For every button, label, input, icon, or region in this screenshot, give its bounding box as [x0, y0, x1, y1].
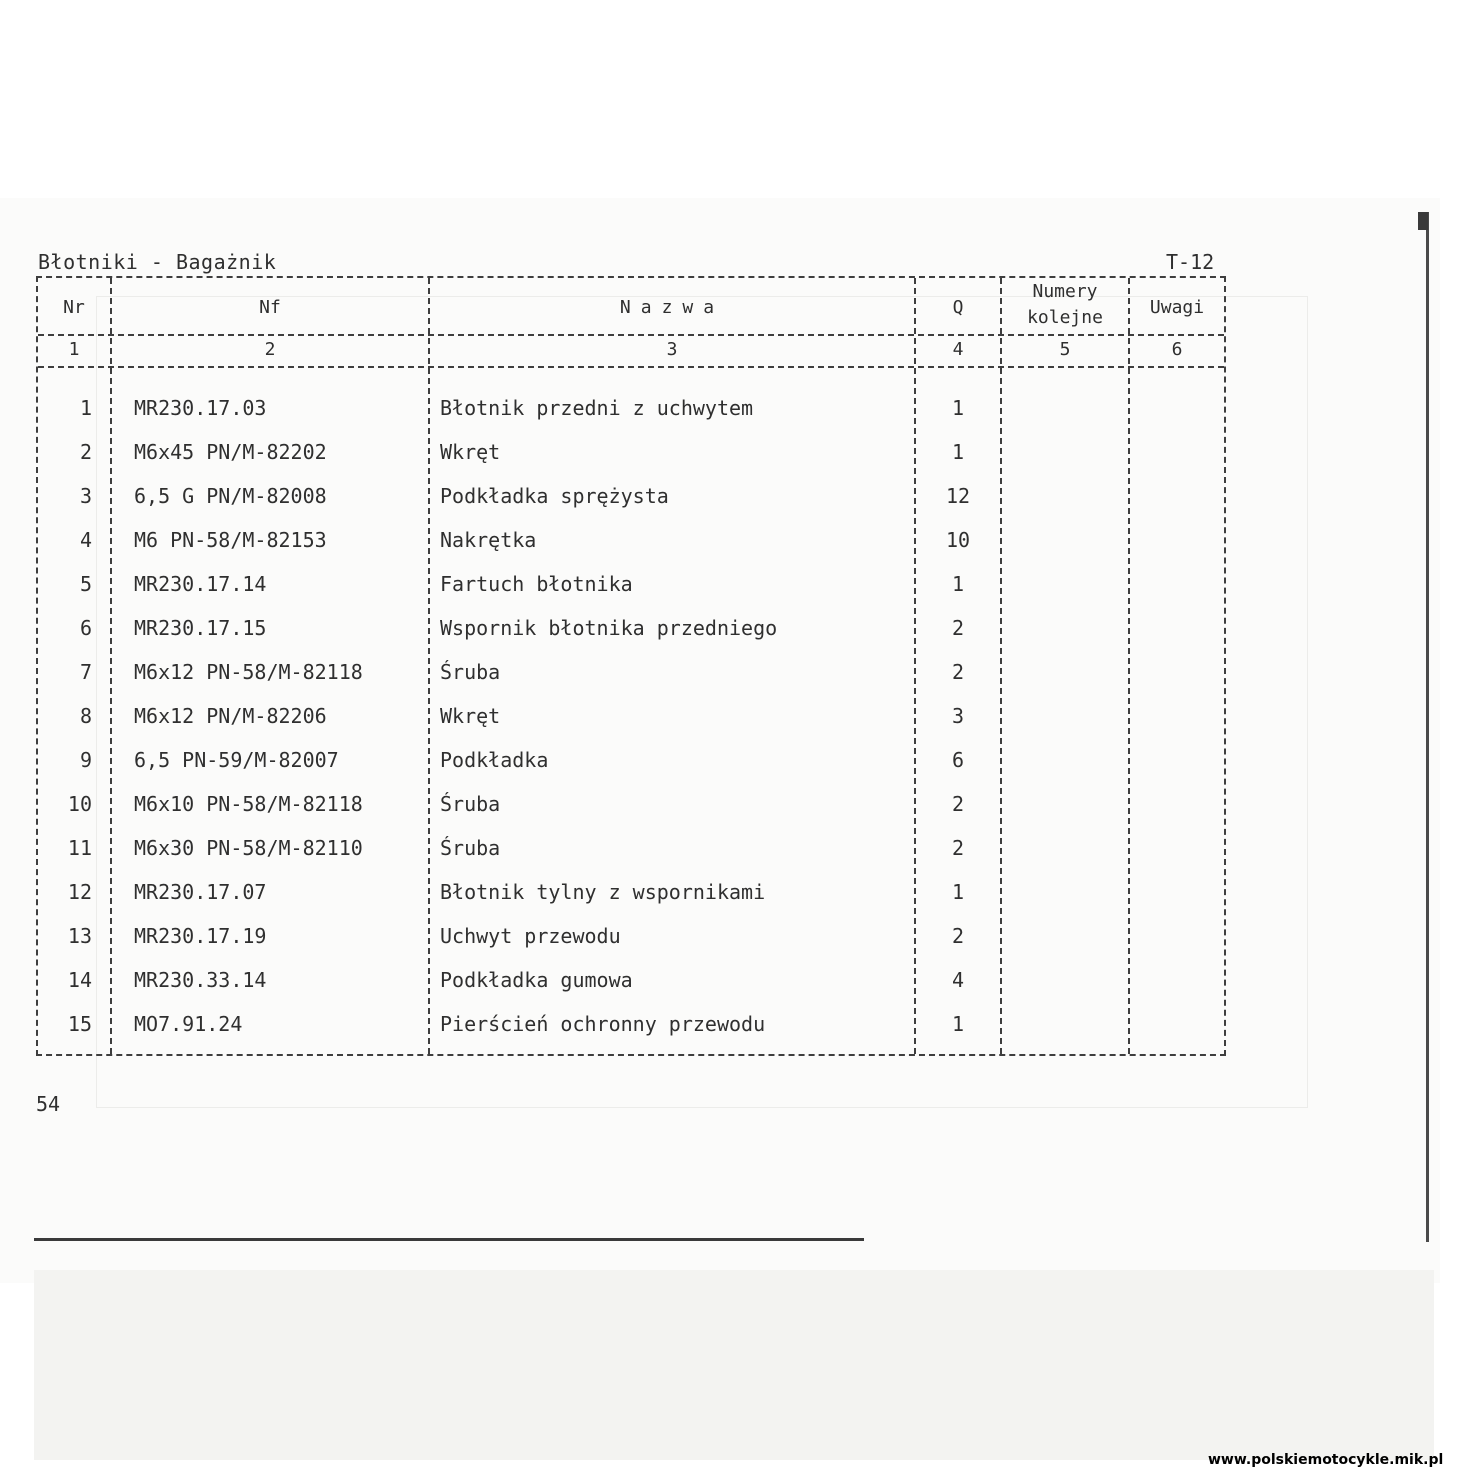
page-edge-mark: [1418, 212, 1428, 230]
table-code: T-12: [1166, 250, 1215, 274]
column-divider: [1000, 278, 1002, 1054]
row-q: 6: [951, 748, 965, 772]
row-nf: MR230.17.19: [134, 924, 267, 948]
row-nf: M6x12 PN/M-82206: [134, 704, 327, 728]
column-divider: [428, 278, 430, 1054]
footer-url: www.polskiemotocykle.mik.pl: [1208, 1452, 1444, 1468]
header-numery-line2: kolejne: [1027, 307, 1103, 328]
column-number: 3: [666, 339, 678, 360]
row-nr: 11: [67, 836, 92, 860]
row-nazwa: Pierścień ochronny przewodu: [440, 1012, 766, 1036]
column-number-divider: [38, 366, 1224, 368]
row-nf: MO7.91.24: [134, 1012, 243, 1036]
row-nr: 9: [79, 748, 92, 772]
header-uwagi: Uwagi: [1149, 297, 1205, 318]
column-divider: [110, 278, 112, 1054]
row-nazwa: Podkładka sprężysta: [440, 484, 669, 508]
row-q: 3: [951, 704, 965, 728]
row-q: 1: [951, 396, 965, 420]
row-nf: MR230.17.03: [134, 396, 267, 420]
row-q: 12: [945, 484, 971, 508]
column-number: 4: [952, 339, 964, 360]
row-nazwa: Uchwyt przewodu: [440, 924, 621, 948]
row-nr: 6: [79, 616, 92, 640]
row-q: 1: [951, 440, 965, 464]
column-divider: [1128, 278, 1130, 1054]
row-nazwa: Śruba: [440, 660, 501, 684]
row-nf: M6x10 PN-58/M-82118: [134, 792, 363, 816]
header-numery-line1: Numery: [1032, 281, 1098, 302]
row-nr: 12: [67, 880, 92, 904]
row-q: 2: [951, 660, 965, 684]
row-q: 2: [951, 924, 965, 948]
row-nr: 4: [79, 528, 92, 552]
scanned-page-lower-band: [34, 1270, 1434, 1460]
row-nf: 6,5 G PN/M-82008: [134, 484, 327, 508]
row-nr: 14: [67, 968, 92, 992]
header-divider: [38, 334, 1224, 336]
row-nr: 7: [79, 660, 92, 684]
row-q: 2: [951, 792, 965, 816]
column-number: 2: [264, 339, 276, 360]
row-q: 2: [951, 836, 965, 860]
page-bottom-rule: [34, 1238, 864, 1241]
row-nazwa: Śruba: [440, 792, 501, 816]
row-nr: 8: [79, 704, 92, 728]
row-nazwa: Podkładka: [440, 748, 549, 772]
column-number: 6: [1171, 339, 1183, 360]
column-number: 1: [68, 339, 80, 360]
row-nf: M6x30 PN-58/M-82110: [134, 836, 363, 860]
column-number: 5: [1059, 339, 1071, 360]
row-nazwa: Błotnik tylny z wspornikami: [440, 880, 766, 904]
row-q: 4: [951, 968, 965, 992]
page-edge-line: [1426, 212, 1429, 1242]
row-nf: M6 PN-58/M-82153: [134, 528, 327, 552]
row-nr: 10: [67, 792, 92, 816]
row-nf: M6x12 PN-58/M-82118: [134, 660, 363, 684]
header-q: Q: [952, 297, 964, 318]
row-nr: 5: [79, 572, 92, 596]
header-nazwa: Nazwa: [619, 297, 725, 318]
row-nf: MR230.17.14: [134, 572, 267, 596]
row-nazwa: Śruba: [440, 836, 501, 860]
row-nr: 15: [67, 1012, 92, 1036]
row-nazwa: Wkręt: [440, 440, 501, 464]
row-nr: 3: [79, 484, 92, 508]
row-nr: 1: [79, 396, 92, 420]
row-nazwa: Podkładka gumowa: [440, 968, 633, 992]
row-nf: M6x45 PN/M-82202: [134, 440, 327, 464]
row-nazwa: Nakrętka: [440, 528, 537, 552]
row-q: 10: [945, 528, 971, 552]
row-nf: MR230.17.15: [134, 616, 267, 640]
page-number: 54: [36, 1092, 61, 1116]
row-nr: 2: [79, 440, 92, 464]
row-nf: MR230.17.07: [134, 880, 267, 904]
row-q: 2: [951, 616, 965, 640]
row-nazwa: Wkręt: [440, 704, 501, 728]
row-q: 1: [951, 572, 965, 596]
row-nf: 6,5 PN-59/M-82007: [134, 748, 339, 772]
header-nf: Nf: [259, 297, 281, 318]
header-nr: Nr: [63, 297, 85, 318]
row-nazwa: Wspornik błotnika przedniego: [440, 616, 778, 640]
row-nr: 13: [67, 924, 92, 948]
row-q: 1: [951, 880, 965, 904]
row-nazwa: Fartuch błotnika: [440, 572, 633, 596]
parts-table: [36, 276, 1226, 1056]
document-title: Błotniki - Bagażnik: [38, 250, 277, 274]
row-nf: MR230.33.14: [134, 968, 267, 992]
row-q: 1: [951, 1012, 965, 1036]
row-nazwa: Błotnik przedni z uchwytem: [440, 396, 754, 420]
